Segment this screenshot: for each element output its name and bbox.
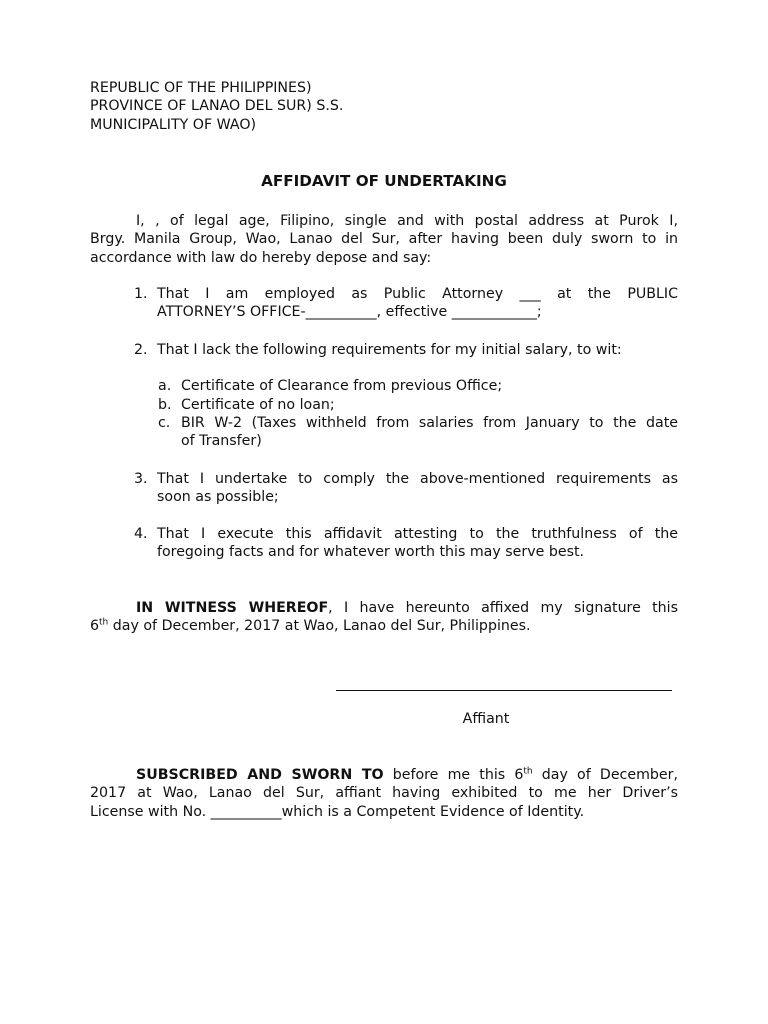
item-4-line-2: foregoing facts and for whatever worth this may serve best.	[157, 544, 585, 561]
intro-line-3: accordance with law do hereby depose and say:	[90, 249, 432, 266]
list-marker-3: 3.	[134, 471, 148, 487]
witness-day: 6	[90, 618, 100, 635]
requirement-b	[158, 396, 678, 414]
item-3-line-1: That I undertake to comply the above-mentioned requirements as	[157, 471, 678, 487]
requirement-c-line-2: of Transfer)	[181, 433, 262, 450]
document-title: AFFIDAVIT OF UNDERTAKING	[261, 172, 507, 190]
item-3-line-2: soon as possible;	[157, 489, 279, 506]
jurat-line-3: License with No. __________which is a Competent Evidence of Identity.	[90, 803, 585, 820]
jurat-rest-1: before me this	[383, 767, 515, 783]
item-1-line-1: That I am employed as Public Attorney ___ at the PUBLIC	[157, 286, 678, 302]
jurat-day-suffix: th	[523, 766, 533, 777]
list-marker-2: 2.	[134, 342, 148, 358]
list-item-4	[134, 525, 678, 562]
witness-rest-2: day of December, 2017 at Wao, Lanao del Sur, Philippines.	[108, 618, 531, 635]
venue-province: PROVINCE OF LANAO DEL SUR) S.S.	[90, 98, 344, 115]
list-item-2	[134, 341, 678, 359]
requirement-b-text: Certificate of no loan;	[181, 397, 335, 413]
affiant-label: Affiant	[462, 711, 510, 727]
item-1-line-2: ATTORNEY’S OFFICE-__________, effective ____________;	[157, 304, 542, 321]
witness-rest-1: , I have hereunto affixed my signature this	[328, 600, 678, 616]
intro-line-1: I, , of legal age, Filipino, single and with postal address at Purok I,	[136, 213, 678, 229]
item-4-line-1: That I execute this affidavit attesting to the truthfulness of the	[157, 526, 678, 542]
intro-line-2: Brgy. Manila Group, Wao, Lanao del Sur, after having been duly sworn to in	[90, 231, 678, 248]
requirement-marker-a: a.	[158, 378, 172, 394]
list-marker-4: 4.	[134, 526, 148, 542]
witness-day-suffix: th	[99, 617, 109, 628]
jurat-line-1	[90, 766, 678, 784]
venue-municipality: MUNICIPALITY OF WAO)	[90, 116, 257, 133]
requirement-c-line-1: BIR W-2 (Taxes withheld from salaries from January to the date	[181, 415, 678, 431]
list-item-3	[134, 470, 678, 507]
jurat-line-2: 2017 at Wao, Lanao del Sur, affiant having exhibited to me her Driver’s	[90, 785, 678, 802]
requirement-marker-b: b.	[158, 397, 172, 413]
list-marker-1: 1.	[134, 286, 148, 302]
list-item-1	[134, 285, 678, 322]
witness-lead: IN WITNESS WHEREOF	[136, 600, 329, 616]
witness-paragraph	[90, 599, 678, 636]
requirement-c	[158, 414, 678, 451]
requirement-a-text: Certificate of Clearance from previous Office;	[181, 378, 503, 394]
witness-line-2	[90, 617, 678, 635]
intro-paragraph	[90, 212, 678, 267]
jurat-paragraph	[90, 766, 678, 821]
jurat-day: 6	[514, 767, 524, 783]
venue-republic: REPUBLIC OF THE PHILIPPINES)	[90, 80, 312, 96]
signature-line	[336, 690, 672, 691]
jurat-lead: SUBSCRIBED AND SWORN TO	[136, 767, 384, 783]
venue-header	[90, 79, 343, 134]
item-2-line-1: That I lack the following requirements for my initial salary, to wit:	[157, 342, 622, 358]
requirement-a	[158, 377, 678, 395]
requirement-marker-c: c.	[158, 415, 171, 431]
witness-line-1	[90, 599, 678, 617]
jurat-rest-1b: day of December,	[532, 767, 678, 783]
